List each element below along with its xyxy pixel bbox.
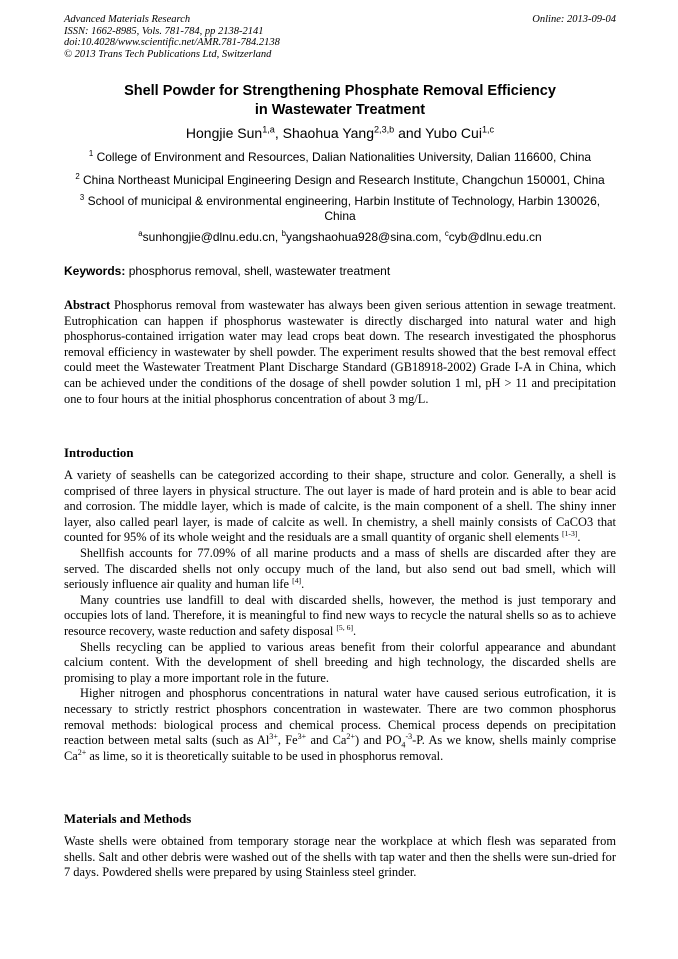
introduction-heading: Introduction	[64, 446, 134, 460]
methods-heading: Materials and Methods	[64, 812, 192, 826]
author-name: Yubo Cui	[425, 125, 482, 141]
keywords-text: phosphorus removal, shell, wastewater treatment	[125, 264, 391, 278]
paragraph	[64, 468, 616, 546]
issn-line: ISSN: 1662-8985, Vols. 781-784, pp 2138-2141	[64, 25, 264, 37]
author-affil-mark: 1,a	[262, 124, 275, 135]
author-list	[64, 124, 616, 142]
abstract-text: Phosphorus removal from wastewater has always been given serious attention in sewage treatment. Eutrophication can happen if phosphorus wastewater is directly discharged into natural water and high phosphorus-contained irrigation water may lead crops beat down. The research investigated the phosphorus removal efficiency in wastewater by shell powder. The experiment results showed that the best removal effect could meet the Wastewater Treatment Plant Discharge Standard (GB18918-2002) Grade I-A in China, which can be achieved under the conditions of the dosage of shell powder solution 1 ml, pH > 11 and precipitation one to four hours at the initial phosphorus concentration of about 3 mg/L.	[64, 298, 616, 406]
author-separator: ,	[274, 125, 283, 141]
paragraph-text: Higher nitrogen and phosphorus concentrations in natural water have caused serious eutrofication, it is necessary to strictly restrict phosphors concentration in wastewater. There are two common phosphorus removal methods: biological process and chemical process. Chemical process depends on precipitation reaction between metal salts (such as Al	[64, 686, 616, 748]
affiliation-text: College of Environment and Resources, Dalian Nationalities University, Dalian 116600, China	[96, 150, 592, 164]
copyright-line: © 2013 Trans Tech Publications Ltd, Switzerland	[64, 48, 272, 60]
affiliation-number: 2	[75, 172, 80, 181]
paragraph	[64, 546, 616, 593]
author-emails	[64, 230, 616, 245]
paragraph-text: as lime, so it is theoretically suitable to be used in phosphorus removal.	[86, 748, 444, 763]
author-affil-mark: 2,3,b	[373, 124, 395, 135]
email-address[interactable]: sunhongjie@dlnu.edu.cn,	[142, 230, 282, 244]
affiliation-text: China Northeast Municipal Engineering Design and Research Institute, Changchun 150001, China	[83, 173, 605, 187]
doi-line: doi:10.4028/www.scientific.net/AMR.781-784.2138	[64, 37, 280, 48]
paragraph-text: Shellfish accounts for 77.09% of all marine products and a mass of shells are discarded after they are served. The discarded shells not only occupy much of the land, but also send out bad smell, which will seriously influence air quality and human life	[64, 545, 616, 592]
affiliation-2	[64, 173, 616, 188]
abstract-label: Abstract	[64, 298, 111, 312]
keywords-label: Keywords:	[64, 264, 126, 278]
email-mark: c	[444, 229, 449, 238]
author-separator: and	[394, 125, 426, 141]
ion-charge: 3+	[297, 731, 307, 741]
author-name: Shaohua Yang	[282, 125, 374, 141]
paragraph: Waste shells were obtained from temporary storage near the workplace at which flesh was separated from shells. Salt and other debris were washed out of the shells with tap water and then the shells were sun-dried for 7 days. Powdered shells were prepared by using Stainless steel grinder.	[64, 834, 616, 880]
title-line-2: in Wastewater Treatment	[254, 102, 426, 118]
paragraph-text: and Ca	[306, 733, 347, 748]
citation[interactable]: [5, 6]	[336, 622, 353, 632]
affiliation-number: 1	[88, 149, 94, 158]
punctuation: .	[301, 577, 305, 592]
punctuation: .	[353, 623, 357, 638]
affiliation-text: School of municipal & environmental engineering, Harbin Institute of Technology, Harbin 130026, China	[87, 194, 601, 223]
email-address[interactable]: cyb@dlnu.edu.cn	[448, 230, 542, 244]
keywords	[64, 264, 616, 279]
methods-body	[64, 834, 616, 881]
title-line-1: Shell Powder for Strengthening Phosphate Removal Efficiency	[124, 83, 556, 99]
introduction-body	[64, 468, 616, 764]
email-mark: b	[281, 229, 286, 238]
paragraph-text: A variety of seashells can be categorized according to their shape, structure and color. Generally, a shell is comprised of three layers in physical structure. The out layer is made of hard protein and is able to bear acid and corrosion. The middle layer, which is made of calcite, is the main component of a shell. The shiny inner layer, also called pearl layer, is made of calcite as well. In chemistry, a shell mainly consists of CaCO3 that counted for 95% of its whole weight and the residuals are a small quantity of organic shell elements	[64, 468, 616, 545]
affiliation-1	[64, 150, 616, 165]
ion-charge: 2+	[77, 747, 87, 757]
ion-charge: 3+	[269, 731, 278, 741]
paper-title	[64, 82, 616, 120]
email-mark: a	[138, 229, 143, 238]
citation[interactable]: [1-3]	[562, 529, 578, 539]
email-address[interactable]: yangshaohua928@sina.com,	[285, 230, 445, 244]
paragraph-text: , Fe	[277, 733, 298, 748]
ion-charge: -3	[405, 731, 413, 741]
affiliation-3	[64, 194, 616, 224]
punctuation: .	[577, 530, 581, 545]
paragraph	[64, 686, 616, 764]
paragraph: Shells recycling can be applied to various areas benefit from their colorful appearance and abundant calcium content. With the development of shell breeding and high technology, the discarded shells are promising to play a more important role in the future.	[64, 639, 616, 685]
paragraph-text: Many countries use landfill to deal with discarded shells, however, the method is just temporary and occupies lots of land. Therefore, it is meaningful to find new ways to recycle the natural shells so as to achieve resource recovery, waste reduction and safety disposal	[64, 592, 616, 638]
author-name: Hongjie Sun	[185, 125, 263, 141]
formula-subscript: 4	[401, 740, 406, 750]
paragraph-text: ) and PO	[354, 733, 402, 748]
online-date: Online: 2013-09-04	[532, 14, 616, 25]
journal-header	[64, 14, 616, 60]
ion-charge: 2+	[346, 731, 355, 741]
affiliation-number: 3	[79, 193, 85, 202]
author-affil-mark: 1,c	[481, 124, 495, 135]
paragraph-text: -P. As we know, shells mainly comprise Ca	[64, 733, 616, 763]
journal-name: Advanced Materials Research	[64, 14, 191, 25]
citation[interactable]: [4]	[292, 576, 302, 586]
abstract	[64, 298, 616, 407]
paragraph	[64, 593, 616, 640]
